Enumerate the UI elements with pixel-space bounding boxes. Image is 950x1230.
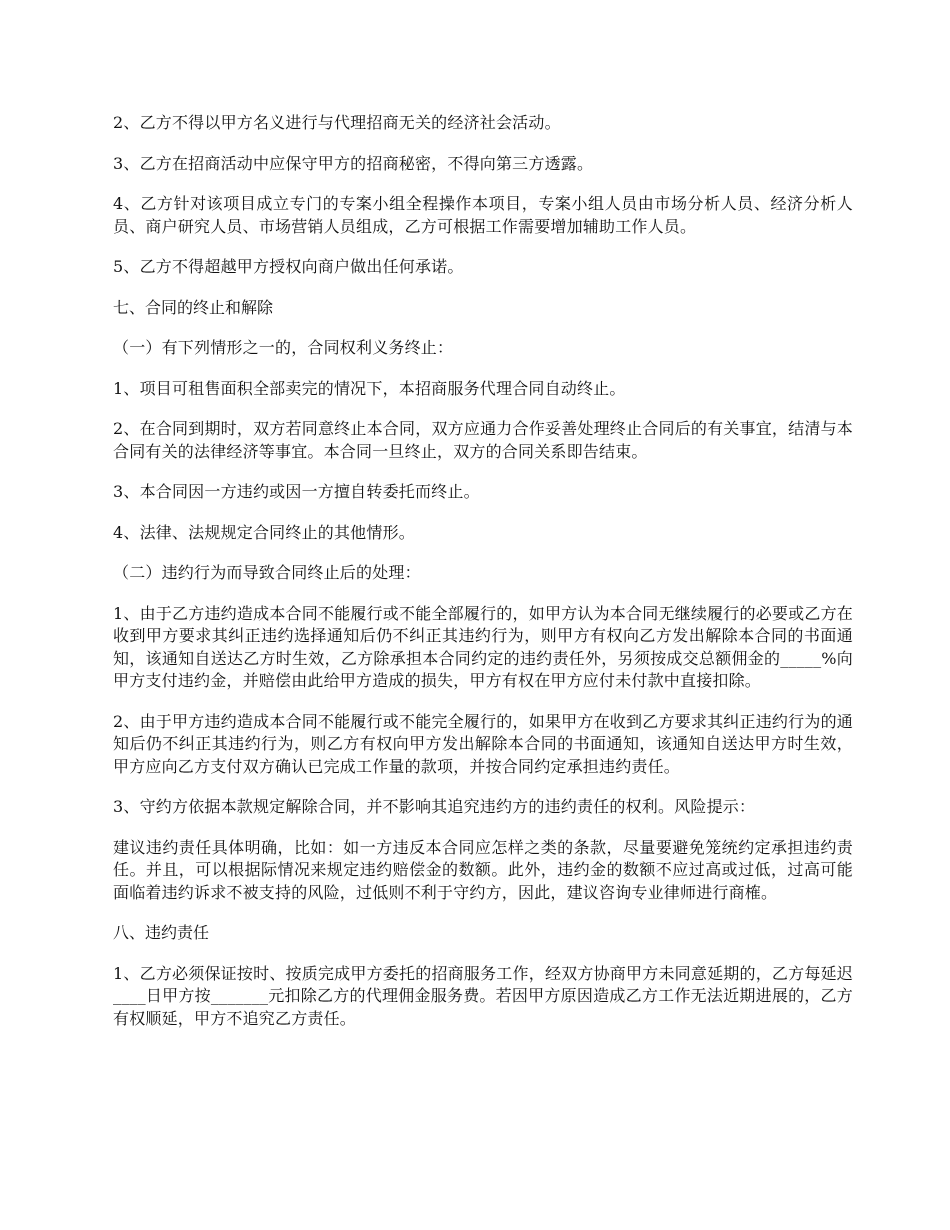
termination-item-2: 2、在合同到期时，双方若同意终止本合同，双方应通力合作妥善处理终止合同后的有关事宜，结清与本合同有关的法律经济等事宜。本合同一旦终止，双方的合同关系即告结束。: [113, 419, 853, 461]
section-heading-termination: 七、合同的终止和解除: [113, 297, 274, 317]
termination-item-1: 1、项目可租售面积全部卖完的情况下，本招商服务代理合同自动终止。: [113, 378, 626, 398]
termination-item-4: 4、法律、法规规定合同终止的其他情形。: [113, 522, 415, 542]
subsection-heading-breach-handling: （二）违约行为而导致合同终止后的处理：: [113, 563, 421, 582]
liability-item-1: 1、乙方必须保证按时、按质完成甲方委托的招商服务工作，经双方协商甲方未同意延期的，乙方每延迟____日甲方按_______元扣除乙方的代理佣金服务费。若因甲方原因造成乙方工作无法近期进展的，乙方有权顺延，甲方不追究乙方责任。: [113, 963, 853, 1028]
clause-5-no-unauthorized-promises: 5、乙方不得超越甲方授权向商户做出任何承诺。: [113, 257, 464, 276]
subsection-heading-termination-cases: （一）有下列情形之一的，合同权利义务终止：: [113, 338, 454, 357]
clause-3-confidentiality: 3、乙方在招商活动中应保守甲方的招商秘密，不得向第三方透露。: [113, 153, 594, 173]
termination-item-3: 3、本合同因一方违约或因一方擅自转委托而终止。: [113, 482, 480, 501]
clause-4-project-team: 4、乙方针对该项目成立专门的专案小组全程操作本项目，专案小组人员由市场分析人员、经济分析人员、商户研究人员、市场营销人员组成，乙方可根据工作需要增加辅助工作人员。: [113, 194, 853, 236]
breach-handling-item-1: 1、由于乙方违约造成本合同不能履行或不能全部履行的，如甲方认为本合同无继续履行的必要或乙方在收到甲方要求其纠正违约选择通知后仍不纠正其违约行为，则甲方有权向乙方发出解除本合同的书面通知，该通知自送达乙方时生效，乙方除承担本合同约定的违约责任外，另须按成交总额佣金的_____%向甲方支付违约金，并赔偿由此给甲方造成的损失，甲方有权在甲方应付未付款中直接扣除。: [113, 603, 853, 690]
document-page: [113, 112, 853, 1048]
breach-handling-item-3: 3、守约方依据本款规定解除合同，并不影响其追究违约方的违约责任的权利。风险提示：: [113, 797, 756, 816]
breach-handling-item-2: 2、由于甲方违约造成本合同不能履行或不能完全履行的，如果甲方在收到乙方要求其纠正违约行为的通知后仍不纠正其违约行为，则乙方有权向甲方发出解除本合同的书面通知，该通知自送达甲方时生效，甲方应向乙方支付双方确认已完成工作量的款项，并按合同约定承担违约责任。: [113, 711, 853, 776]
risk-advice-paragraph: 建议违约责任具体明确，比如：如一方违反本合同应怎样之类的条款，尽量要避免笼统约定承担违约责任。并且，可以根据际情况来规定违约赔偿金的数额。此外，违约金的数额不应过高或过低，过高可能面临着违约诉求不被支持的风险，过低则不利于守约方，因此，建议咨询专业律师进行商榷。: [113, 837, 853, 902]
clause-2-no-unrelated-activities: 2、乙方不得以甲方名义进行与代理招商无关的经济社会活动。: [113, 113, 561, 132]
section-heading-liability: 八、违约责任: [113, 923, 210, 942]
